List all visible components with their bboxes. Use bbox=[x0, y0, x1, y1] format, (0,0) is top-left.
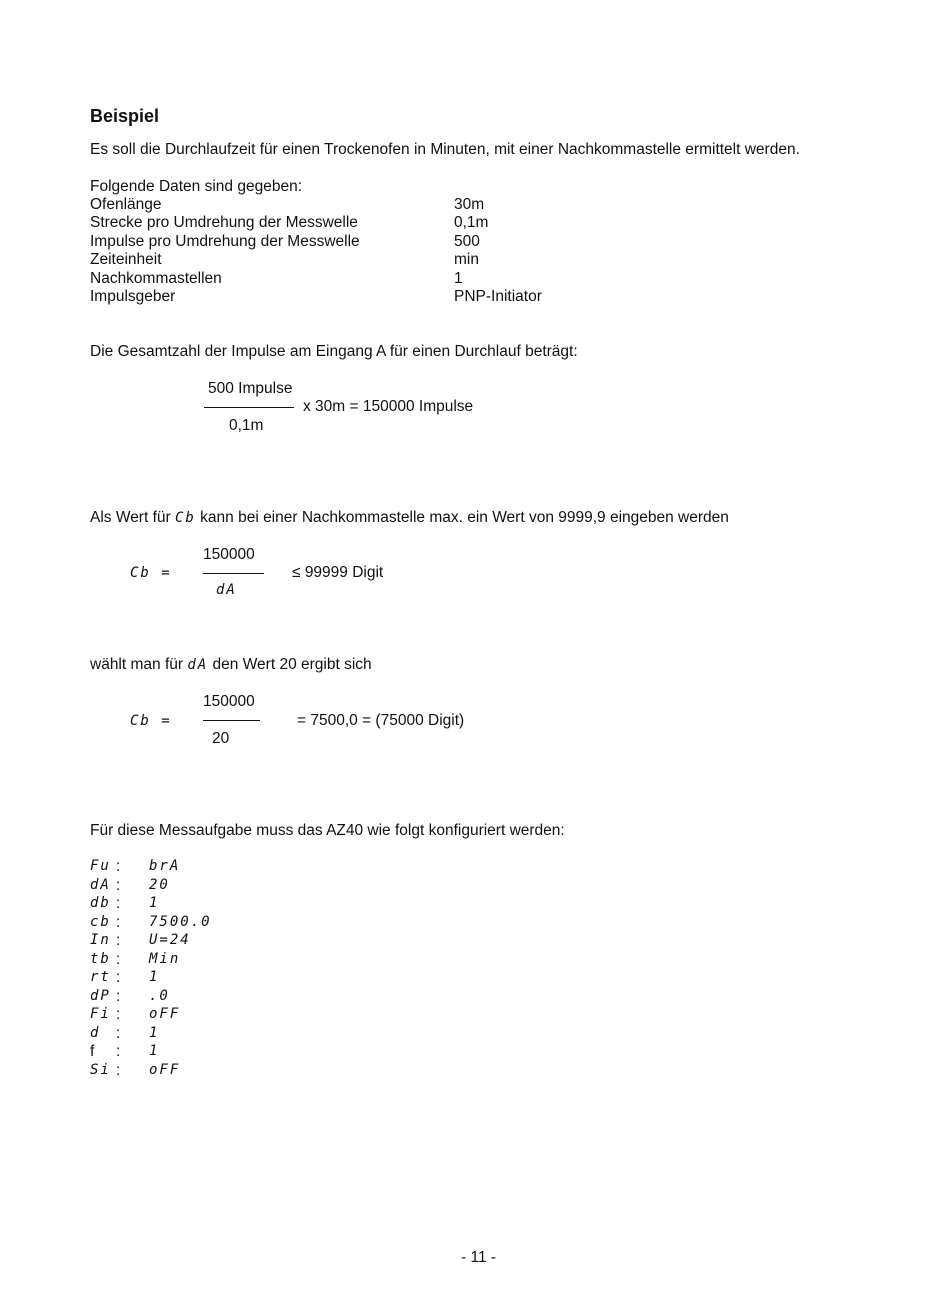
given-label: Impulse pro Umdrehung der Messwelle bbox=[90, 233, 360, 250]
config-colon: : bbox=[116, 1043, 121, 1060]
cb-sentence-post: kann bei einer Nachkommastelle max. ein Wert von 9999,9 eingeben werden bbox=[200, 509, 729, 526]
formula2-denominator: dA bbox=[216, 582, 237, 598]
given-value: 1 bbox=[454, 270, 463, 287]
formula3-numerator: 150000 bbox=[203, 693, 255, 710]
formula2-numerator: 150000 bbox=[203, 546, 255, 563]
config-value: 7500.0 bbox=[149, 914, 212, 930]
given-value: 500 bbox=[454, 233, 480, 250]
cb-sentence-pre: Als Wert für bbox=[90, 509, 171, 526]
da-code: dA bbox=[187, 657, 209, 673]
config-param: Fi bbox=[90, 1006, 111, 1022]
config-param: In bbox=[90, 932, 111, 948]
intro-paragraph: Es soll die Durchlaufzeit für einen Trockenofen in Minuten, mit einer Nachkommastelle ermittelt werden. bbox=[90, 141, 800, 158]
config-colon: : bbox=[116, 914, 121, 931]
config-param: dP bbox=[90, 988, 111, 1004]
config-colon: : bbox=[116, 895, 121, 912]
total-impulses-text: Die Gesamtzahl der Impulse am Eingang A für einen Durchlauf beträgt: bbox=[90, 343, 578, 360]
config-param: f bbox=[90, 1043, 95, 1060]
config-param: Si bbox=[90, 1062, 111, 1078]
config-value: brA bbox=[149, 858, 181, 874]
config-value: 1 bbox=[149, 969, 160, 985]
config-value: 20 bbox=[149, 877, 170, 893]
config-param: cb bbox=[90, 914, 111, 930]
config-colon: : bbox=[116, 932, 121, 949]
formula3-denominator: 20 bbox=[212, 730, 230, 747]
formula3-rhs: = 7500,0 = (75000 Digit) bbox=[297, 712, 465, 729]
given-label: Impulsgeber bbox=[90, 288, 176, 305]
formula1-rest: x 30m = 150000 Impulse bbox=[303, 398, 474, 415]
page-heading: Beispiel bbox=[90, 106, 160, 126]
fraction-bar bbox=[203, 720, 260, 721]
config-param: tb bbox=[90, 951, 111, 967]
config-colon: : bbox=[116, 951, 121, 968]
given-data-title: Folgende Daten sind gegeben: bbox=[90, 178, 302, 195]
config-colon: : bbox=[116, 969, 121, 986]
formula3-lhs: Cb = bbox=[130, 713, 172, 729]
da-sentence-post: den Wert 20 ergibt sich bbox=[212, 656, 372, 673]
config-value: Min bbox=[149, 951, 181, 967]
given-value: 0,1m bbox=[454, 214, 489, 231]
formula1-numerator: 500 Impulse bbox=[208, 380, 293, 397]
given-value: 30m bbox=[454, 196, 485, 213]
config-param: Fu bbox=[90, 858, 111, 874]
formula2-lhs: Cb = bbox=[130, 565, 172, 581]
config-value: 1 bbox=[149, 1025, 160, 1041]
given-value: min bbox=[454, 251, 479, 268]
config-value: oFF bbox=[149, 1006, 181, 1022]
cb-code: Cb bbox=[174, 510, 196, 526]
config-param: db bbox=[90, 895, 111, 911]
da-sentence bbox=[90, 657, 372, 673]
config-intro: Für diese Messaufgabe muss das AZ40 wie folgt konfiguriert werden: bbox=[90, 822, 565, 839]
config-value: .0 bbox=[149, 988, 170, 1004]
config-param: d bbox=[90, 1025, 101, 1041]
config-value: U=24 bbox=[149, 932, 191, 948]
page-number: - 11 - bbox=[461, 1249, 497, 1266]
config-value: oFF bbox=[149, 1062, 181, 1078]
cb-sentence bbox=[90, 510, 729, 526]
fraction-bar bbox=[203, 573, 264, 574]
given-value: PNP-Initiator bbox=[454, 288, 542, 305]
config-colon: : bbox=[116, 1025, 121, 1042]
formula2-rhs: ≤ 99999 Digit bbox=[292, 564, 384, 581]
config-value: 1 bbox=[149, 895, 160, 911]
config-colon: : bbox=[116, 988, 121, 1005]
config-param: dA bbox=[90, 877, 111, 893]
given-label: Zeiteinheit bbox=[90, 251, 162, 268]
config-colon: : bbox=[116, 858, 121, 875]
config-value: 1 bbox=[149, 1043, 160, 1059]
given-label: Nachkommastellen bbox=[90, 270, 222, 287]
config-colon: : bbox=[116, 877, 121, 894]
given-label: Strecke pro Umdrehung der Messwelle bbox=[90, 214, 358, 231]
config-param: rt bbox=[90, 969, 111, 985]
da-sentence-pre: wählt man für bbox=[90, 656, 184, 673]
fraction-bar bbox=[204, 407, 294, 408]
formula1-denominator: 0,1m bbox=[229, 417, 264, 434]
given-label: Ofenlänge bbox=[90, 196, 162, 213]
config-colon: : bbox=[116, 1006, 121, 1023]
config-colon: : bbox=[116, 1062, 121, 1079]
